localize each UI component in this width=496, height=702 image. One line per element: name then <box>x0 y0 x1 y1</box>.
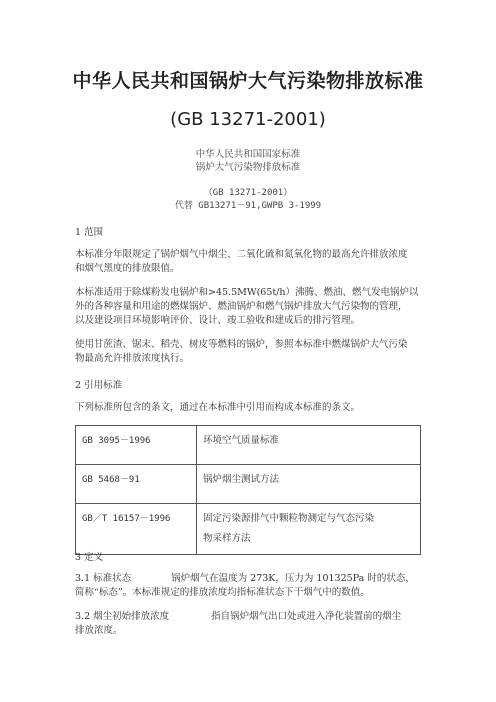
section-1-paragraph-1 <box>75 248 431 276</box>
ref-name-text: 物采样方法 <box>203 533 251 544</box>
section-2-intro <box>75 401 431 415</box>
ref-code-cell: GB 3095－1996 <box>76 426 197 465</box>
section-1-paragraph-3 <box>75 338 431 366</box>
ref-code-cell: GB 5468－91 <box>76 465 197 504</box>
ref-name-cell <box>197 426 421 465</box>
replaces-line: 代替 GB13271－91,GWPB 3-1999 <box>174 201 322 211</box>
section-1-heading: 1 范围 <box>75 227 104 238</box>
definition-text: 指自锅炉烟气出口处或进入净化装置前的烟尘 <box>211 611 402 622</box>
document-title: 中华人民共和国锅炉大气污染物排放标准 <box>72 70 424 92</box>
text-line: 下列标准所包含的条文，通过在本标准中引用而构成本标准的条文。 <box>75 402 361 413</box>
table-row <box>76 504 421 555</box>
standard-code: (GB 13271-2001) <box>170 109 326 130</box>
referenced-standards-table <box>75 425 421 555</box>
section-3-heading: 3 定义 <box>75 552 104 563</box>
section-2-heading: 2 引用标准 <box>75 380 123 391</box>
text-line: 排放浓度。 <box>75 625 123 636</box>
ref-name-cell <box>197 465 421 504</box>
text-line: 本标准分年限规定了锅炉烟气中烟尘、二氧化硫和氮氧化物的最高允许排放浓度 <box>75 249 408 260</box>
issuer-line: 中华人民共和国国家标准 <box>195 149 301 160</box>
text-line: 本标准适用于除煤粉发电锅炉和>45.5MW(65t/h）沸腾、燃油、燃气发电锅炉以 <box>75 287 419 298</box>
section-1-paragraph-2 <box>75 286 431 328</box>
standard-name-line: 锅炉大气污染物排放标准 <box>195 162 301 173</box>
text-line: 外的各种容量和用途的燃煤锅炉、燃油锅炉和燃气锅炉排放大气污染物的管理， <box>75 301 408 312</box>
ref-name-text: 固定污染源排气中颗粒物测定与气态污染 <box>203 513 375 524</box>
table-row <box>76 465 421 504</box>
code-block <box>0 187 496 213</box>
table-row <box>76 426 421 465</box>
code-small-line: （GB 13271-2001） <box>203 188 293 198</box>
definition-term: 3.1 标准状态 <box>75 573 132 584</box>
ref-code-cell: GB／T 16157－1996 <box>76 504 197 555</box>
header-block <box>0 148 496 174</box>
definition-3-1 <box>75 572 431 600</box>
definition-text: 锅炉烟气在温度为 273K，压力为 101325Pa 时的状态， <box>171 573 415 584</box>
definition-term: 3.2 烟尘初始排放浓度 <box>75 611 170 622</box>
text-line: 物最高允许排放浓度执行。 <box>75 353 190 364</box>
ref-name-text: 环境空气质量标准 <box>203 435 280 446</box>
definition-3-2 <box>75 610 431 638</box>
text-line: 以及建设项目环境影响评价、设计、竣工验收和建成后的排污管理。 <box>75 315 361 326</box>
ref-name-cell <box>197 504 421 555</box>
text-line: 简称“标态”。本标准规定的排放浓度均指标准状态下干烟气中的数值。 <box>75 587 370 598</box>
text-line: 和烟气黑度的排放限值。 <box>75 263 180 274</box>
ref-name-text: 锅炉烟尘测试方法 <box>203 474 280 485</box>
text-line <box>75 610 431 624</box>
text-line <box>75 572 431 586</box>
text-line: 使用甘蔗渣、锯末、稻壳、树皮等燃料的锅炉，参照本标准中燃煤锅炉大气污染 <box>75 339 408 350</box>
